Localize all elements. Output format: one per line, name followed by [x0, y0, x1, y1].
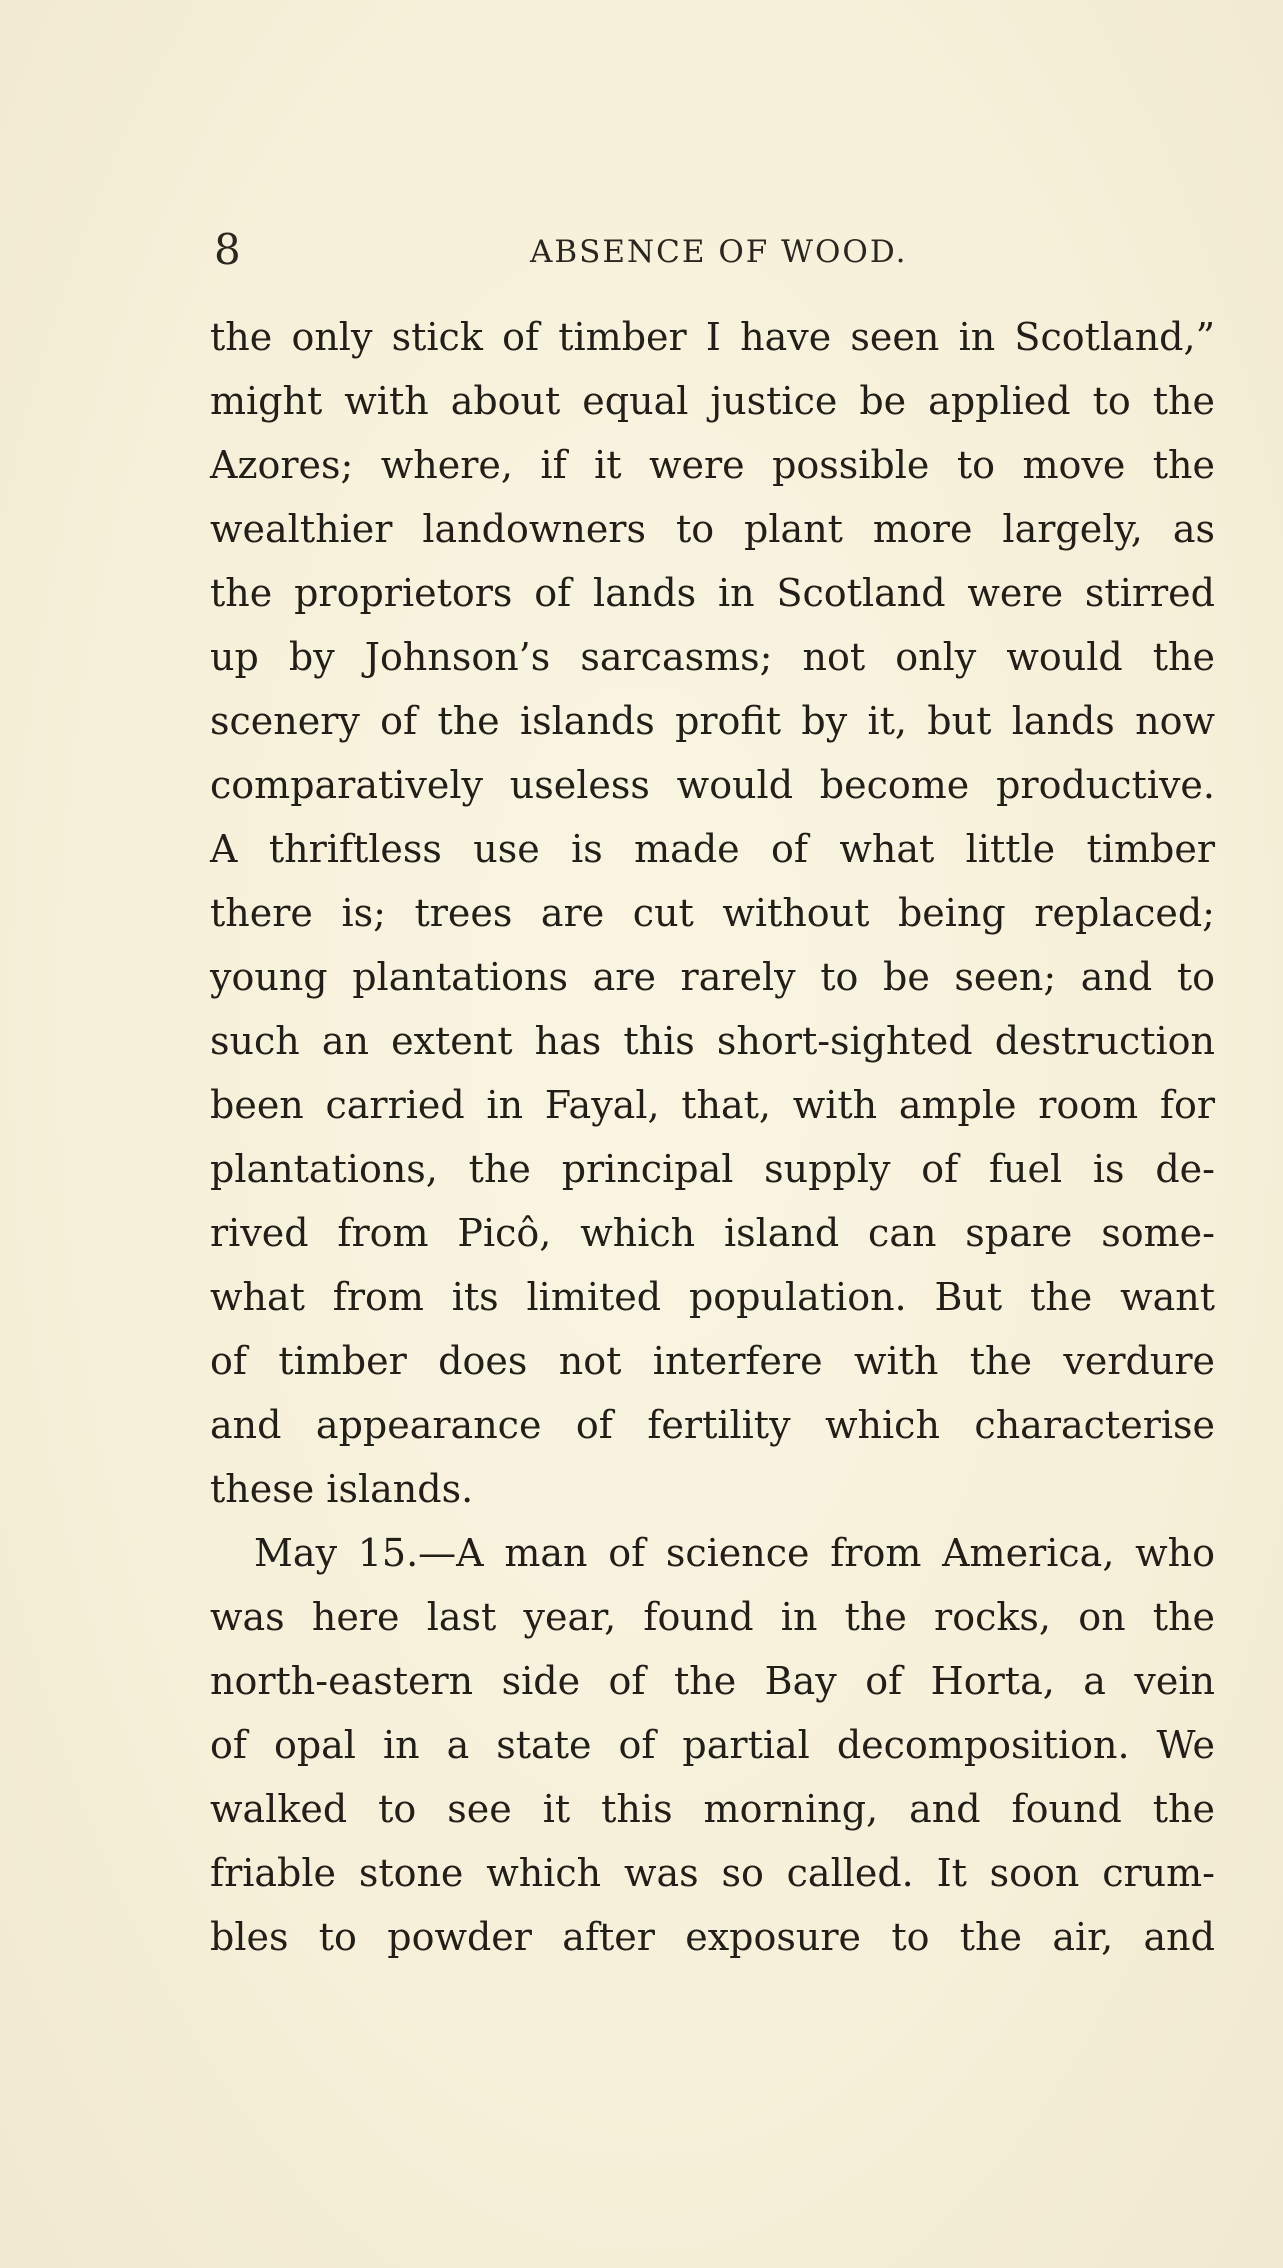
text-line: of opal in a state of partial decomposition. We	[210, 1723, 1215, 1767]
text-line: plantations, the principal supply of fuel is de-	[210, 1147, 1215, 1191]
text-line: young plantations are rarely to be seen; and to	[210, 955, 1215, 999]
text-line: such an extent has this short-sighted destruction	[210, 1019, 1215, 1063]
text-line: walked to see it this morning, and found the	[210, 1787, 1215, 1831]
text-line: scenery of the islands profit by it, but lands now	[210, 699, 1215, 743]
running-head	[210, 225, 1210, 274]
text-line: what from its limited population. But the want	[210, 1275, 1215, 1319]
text-line: and appearance of fertility which characterise	[210, 1403, 1215, 1447]
body-text	[210, 305, 1215, 1969]
text-line: north-eastern side of the Bay of Horta, a vein	[210, 1659, 1215, 1703]
running-head-title: ABSENCE OF WOOD.	[530, 234, 908, 270]
text-line: wealthier landowners to plant more largely, as	[210, 507, 1215, 551]
text-line: been carried in Fayal, that, with ample room for	[210, 1083, 1215, 1127]
text-line: the only stick of timber I have seen in Scotland,”	[210, 315, 1215, 359]
text-line: there is; trees are cut without being replaced;	[210, 891, 1215, 935]
page-number: 8	[214, 225, 241, 274]
text-line: was here last year, found in the rocks, on the	[210, 1595, 1215, 1639]
text-line: A thriftless use is made of what little timber	[210, 827, 1215, 871]
text-line: Azores; where, if it were possible to move the	[210, 443, 1215, 487]
text-line: May 15.—A man of science from America, who	[254, 1531, 1215, 1575]
text-line: these islands.	[210, 1467, 474, 1511]
text-line: bles to powder after exposure to the air, and	[210, 1915, 1215, 1959]
text-line: of timber does not interfere with the verdure	[210, 1339, 1215, 1383]
text-line: friable stone which was so called. It soon crum-	[210, 1851, 1215, 1895]
text-line: rived from Picô, which island can spare some-	[210, 1211, 1215, 1255]
text-line: the proprietors of lands in Scotland were stirred	[210, 571, 1215, 615]
text-line: comparatively useless would become productive.	[210, 763, 1215, 807]
text-line: might with about equal justice be applied to the	[210, 379, 1215, 423]
text-line: up by Johnson’s sarcasms; not only would the	[210, 635, 1215, 679]
